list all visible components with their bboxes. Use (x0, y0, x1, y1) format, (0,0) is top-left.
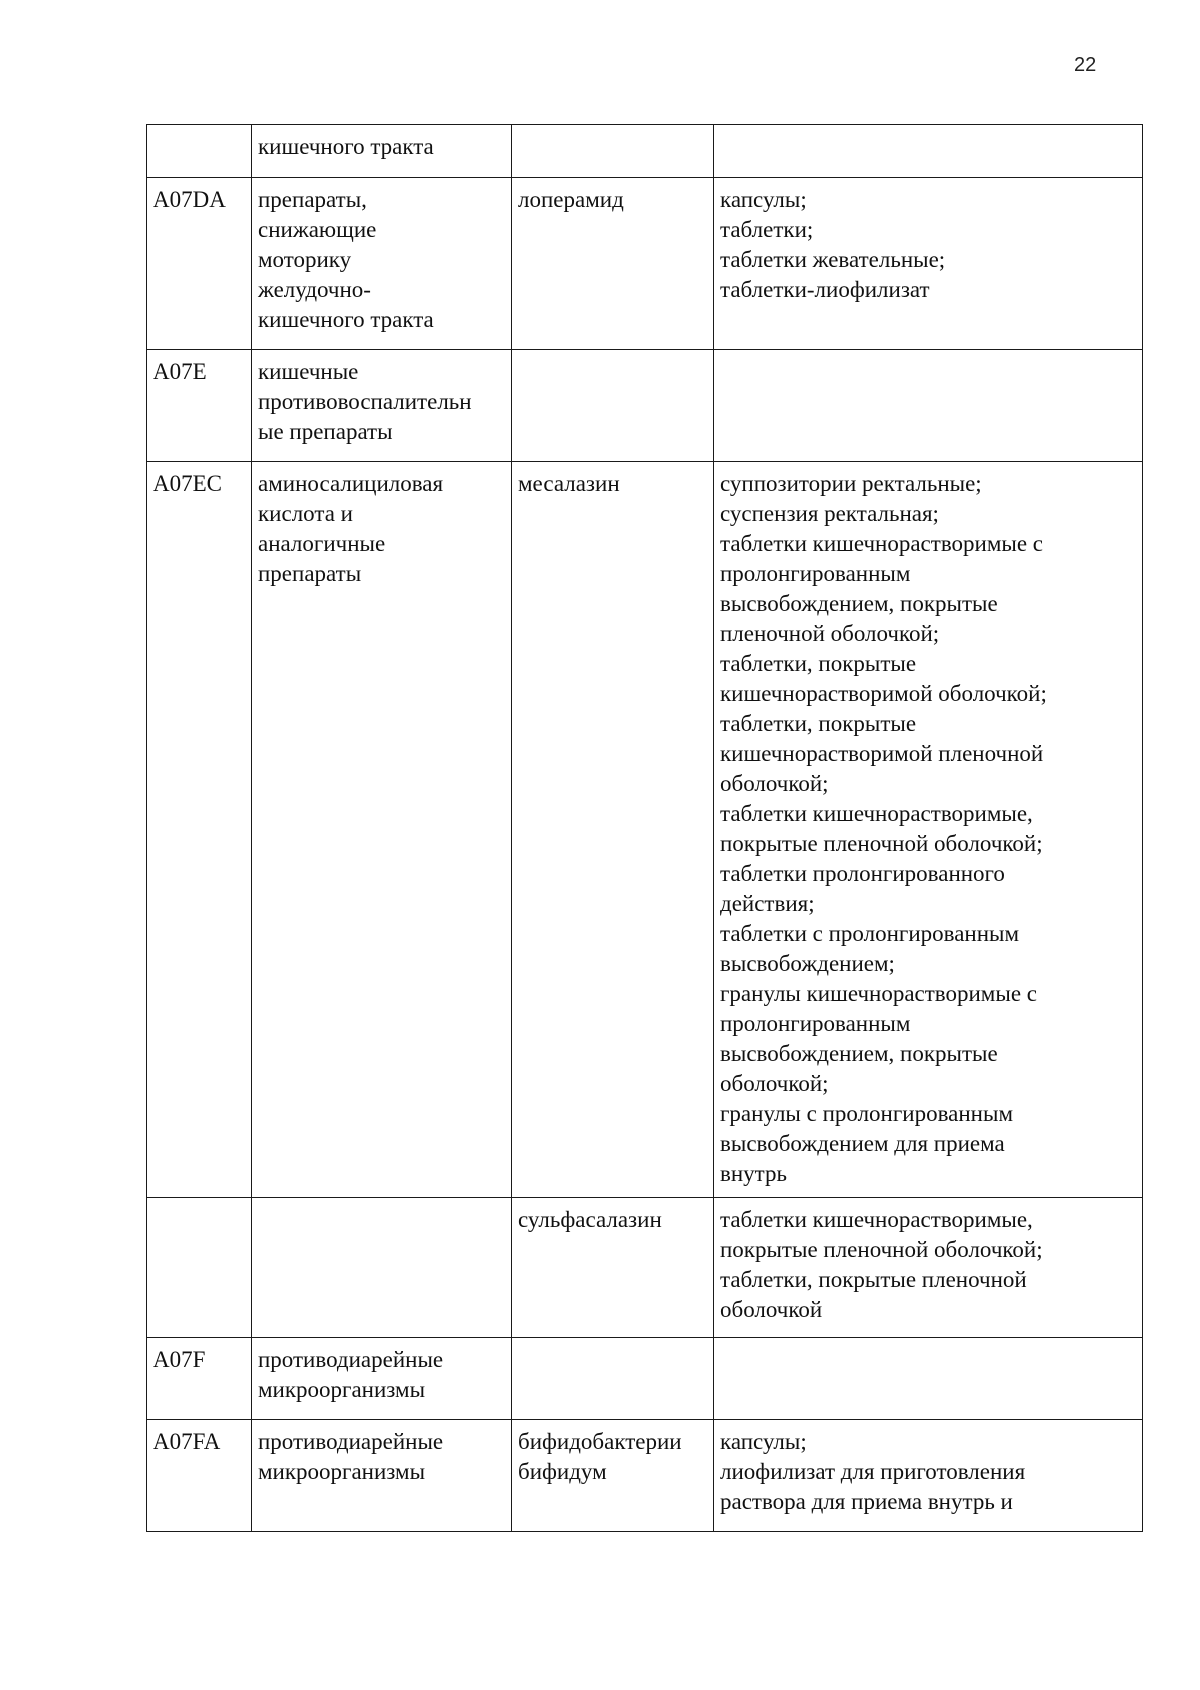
inn-cell (512, 350, 714, 462)
table-row (147, 1198, 1143, 1338)
dosage-forms-cell (714, 462, 1143, 1198)
atc-code: A07E (153, 359, 207, 384)
table-row (147, 350, 1143, 462)
group-name: кишечные противовоспалительн ые препараты (258, 359, 472, 444)
inn-cell (512, 1420, 714, 1532)
group-name: противодиарейные микроорганизмы (258, 1347, 444, 1402)
dosage-forms: капсулы; лиофилизат для приготовления раствора для приема внутрь и (720, 1429, 1026, 1514)
inn-name: месалазин (518, 471, 620, 496)
atc-code-cell (147, 1338, 252, 1420)
group-cell (252, 1420, 512, 1532)
group-name: препараты, снижающие моторику желудочно- кишечного тракта (258, 187, 434, 332)
atc-code-cell (147, 462, 252, 1198)
page-number: 22 (1074, 54, 1097, 76)
table-row (147, 1338, 1143, 1420)
inn-cell (512, 1198, 714, 1338)
dosage-forms-cell (714, 125, 1143, 178)
inn-cell (512, 178, 714, 350)
atc-code-cell (147, 125, 252, 178)
group-cell (252, 1338, 512, 1420)
group-name: кишечного тракта (258, 134, 434, 159)
atc-code: A07F (153, 1347, 206, 1372)
dosage-forms: таблетки кишечнорастворимые, покрытые пленочной оболочкой; таблетки, покрытые пленочной оболочкой (720, 1207, 1043, 1322)
inn-cell (512, 462, 714, 1198)
inn-name: лоперамид (518, 187, 624, 212)
dosage-forms: капсулы; таблетки; таблетки жевательные; таблетки-лиофилизат (720, 187, 946, 302)
table-row (147, 1420, 1143, 1532)
atc-code-cell (147, 350, 252, 462)
group-cell (252, 1198, 512, 1338)
atc-code-cell (147, 1420, 252, 1532)
inn-cell (512, 1338, 714, 1420)
group-cell (252, 125, 512, 178)
atc-code: A07EC (153, 471, 222, 496)
dosage-forms-cell (714, 178, 1143, 350)
group-cell (252, 350, 512, 462)
group-name: противодиарейные микроорганизмы (258, 1429, 444, 1484)
atc-code-cell (147, 1198, 252, 1338)
dosage-forms: суппозитории ректальные; суспензия ректальная; таблетки кишечнорастворимые с пролонгированным высвобождением, покрытые пленочной оболочкой; таблетки, покрытые кишечнорастворимой оболочкой; таблетки, покрытые кишечнорастворимой пленочной оболочкой; таблетки кишечнорастворимые, покрытые пленочной оболочкой; таблетки пролонгированного действия; таблетки с пролонгированным высвобождением; гранулы кишечнорастворимые с пролонгированным высвобождением, покрытые оболочкой; гранулы с пролонгированным высвобождением для приема внутрь (720, 471, 1047, 1186)
group-cell (252, 178, 512, 350)
atc-code: A07DA (153, 187, 226, 212)
table-row (147, 125, 1143, 178)
group-cell (252, 462, 512, 1198)
table-row (147, 462, 1143, 1198)
medication-table (146, 124, 1143, 1532)
inn-name: сульфасалазин (518, 1207, 662, 1232)
dosage-forms-cell (714, 1198, 1143, 1338)
inn-name: бифидобактерии бифидум (518, 1429, 682, 1484)
dosage-forms-cell (714, 1338, 1143, 1420)
group-name: аминосалициловая кислота и аналогичные препараты (258, 471, 444, 586)
table-row (147, 178, 1143, 350)
dosage-forms-cell (714, 350, 1143, 462)
dosage-forms-cell (714, 1420, 1143, 1532)
inn-cell (512, 125, 714, 178)
atc-code: A07FA (153, 1429, 221, 1454)
atc-code-cell (147, 178, 252, 350)
